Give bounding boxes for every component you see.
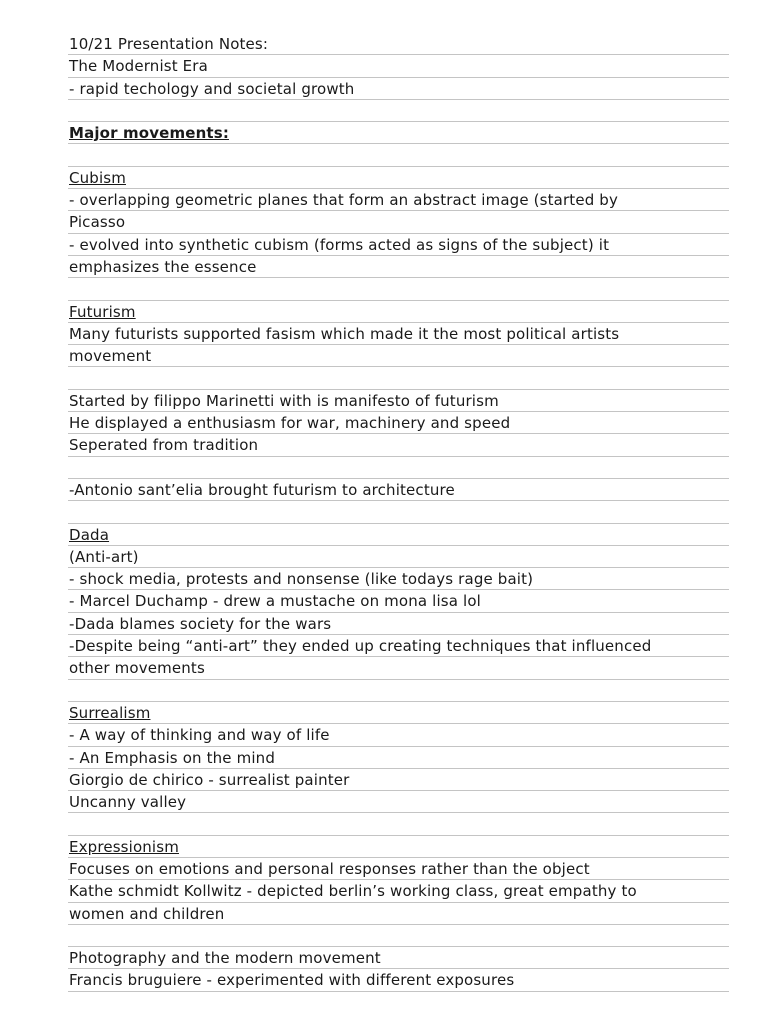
- note-line[interactable]: - evolved into synthetic cubism (forms acted as signs of the subject) it: [68, 234, 729, 256]
- note-line[interactable]: Focuses on emotions and personal responses rather than the object: [68, 858, 729, 880]
- note-line[interactable]: - overlapping geometric planes that form an abstract image (started by: [68, 189, 729, 211]
- blank-line[interactable]: [68, 100, 729, 122]
- note-line[interactable]: - An Emphasis on the mind: [68, 747, 729, 769]
- note-line[interactable]: other movements: [68, 657, 729, 679]
- blank-line[interactable]: [68, 278, 729, 300]
- note-line[interactable]: He displayed a enthusiasm for war, machinery and speed: [68, 412, 729, 434]
- note-line[interactable]: Uncanny valley: [68, 791, 729, 813]
- section-heading[interactable]: Dada: [68, 524, 729, 546]
- note-line[interactable]: Started by filippo Marinetti with is manifesto of futurism: [68, 390, 729, 412]
- blank-line[interactable]: [68, 925, 729, 947]
- section-heading[interactable]: Cubism: [68, 167, 729, 189]
- note-line[interactable]: The Modernist Era: [68, 55, 729, 77]
- note-line[interactable]: -Despite being “anti-art” they ended up creating techniques that influenced: [68, 635, 729, 657]
- note-line[interactable]: -Antonio sant’elia brought futurism to architecture: [68, 479, 729, 501]
- section-heading[interactable]: Futurism: [68, 301, 729, 323]
- note-line[interactable]: Many futurists supported fasism which made it the most political artists: [68, 323, 729, 345]
- note-line[interactable]: - shock media, protests and nonsense (like todays rage bait): [68, 568, 729, 590]
- note-line[interactable]: movement: [68, 345, 729, 367]
- section-heading[interactable]: Surrealism: [68, 702, 729, 724]
- note-line[interactable]: Kathe schmidt Kollwitz - depicted berlin’s working class, great empathy to: [68, 880, 729, 902]
- note-line[interactable]: 10/21 Presentation Notes:: [68, 33, 729, 55]
- bold-heading[interactable]: Major movements:: [68, 122, 729, 144]
- blank-line[interactable]: [68, 367, 729, 389]
- blank-line[interactable]: [68, 457, 729, 479]
- note-line[interactable]: Picasso: [68, 211, 729, 233]
- note-line[interactable]: emphasizes the essence: [68, 256, 729, 278]
- blank-line[interactable]: [68, 144, 729, 166]
- note-line[interactable]: Seperated from tradition: [68, 434, 729, 456]
- blank-line[interactable]: [68, 680, 729, 702]
- note-line[interactable]: Photography and the modern movement: [68, 947, 729, 969]
- blank-line[interactable]: [68, 501, 729, 523]
- note-line[interactable]: Giorgio de chirico - surrealist painter: [68, 769, 729, 791]
- note-line[interactable]: - rapid techology and societal growth: [68, 78, 729, 100]
- note-line[interactable]: - Marcel Duchamp - drew a mustache on mona lisa lol: [68, 590, 729, 612]
- note-line[interactable]: - A way of thinking and way of life: [68, 724, 729, 746]
- blank-line[interactable]: [68, 813, 729, 835]
- note-line[interactable]: women and children: [68, 903, 729, 925]
- ruled-notes: [0, 33, 768, 992]
- note-line[interactable]: Francis bruguiere - experimented with different exposures: [68, 969, 729, 991]
- note-line[interactable]: -Dada blames society for the wars: [68, 613, 729, 635]
- section-heading[interactable]: Expressionism: [68, 836, 729, 858]
- note-line[interactable]: (Anti-art): [68, 546, 729, 568]
